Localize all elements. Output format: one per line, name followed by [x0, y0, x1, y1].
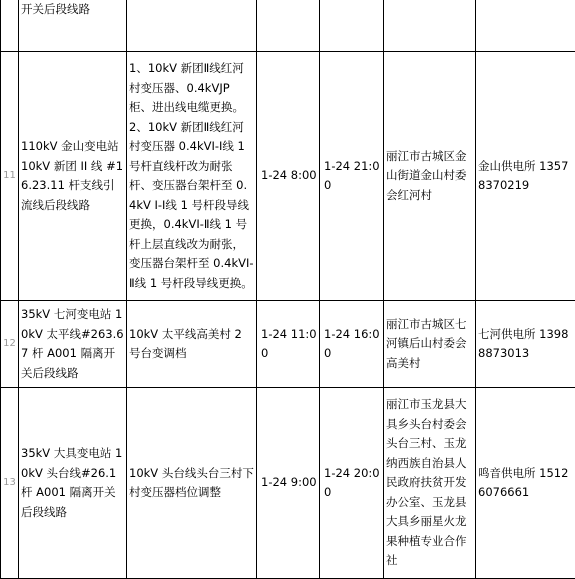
contact-cell: 金山供电所 13578370219: [476, 52, 575, 301]
start-time-cell: 1-24 11:00: [257, 301, 320, 388]
work-content-cell: [127, 0, 257, 52]
line-cell: 35kV 七河变电站 10kV 太平线#263.67 杆 A001 隔离开关后段线路: [19, 301, 127, 388]
table-row: [1, 0, 575, 52]
table-row: [1, 52, 575, 301]
start-time-cell: 1-24 9:00: [257, 388, 320, 579]
work-content-cell: 10kV 太平线高美村 2 号台变调档: [127, 301, 257, 388]
affected-area-cell: 丽江市玉龙县大具乡头台村委会头台三村、玉龙纳西族自治县人民政府扶贫开发办公室、玉龙县大具乡丽星火龙果种植专业合作社: [384, 388, 476, 579]
row-number: 13: [1, 388, 19, 579]
contact-cell: [476, 0, 575, 52]
end-time-cell: 1-24 21:00: [320, 52, 384, 301]
end-time-cell: 1-24 16:00: [320, 301, 384, 388]
contact-cell: 七河供电所 13988873013: [476, 301, 575, 388]
contact-cell: 鸣音供电所 15126076661: [476, 388, 575, 579]
affected-area-cell: [384, 0, 476, 52]
work-content-cell: 1、10kV 新团Ⅱ线红河村变压器、0.4kVJP 柜、进出线电缆更换。 2、10kV 新团Ⅱ线红河村变压器 0.4kVⅠ-Ⅰ线 1 号杆直线杆改为耐张杆、变压器台架杆至 0.4kV Ⅰ-Ⅰ线 1 号杆段导线更换，0.4kVⅠ-Ⅱ线 1 号杆上层直线改为耐张，变压器台架杆至 0.4kVⅠ-Ⅱ线 1 号杆段导线更换。: [127, 52, 257, 301]
end-time-cell: [320, 0, 384, 52]
start-time-cell: 1-24 8:00: [257, 52, 320, 301]
row-number: 11: [1, 52, 19, 301]
end-time-cell: 1-24 20:00: [320, 388, 384, 579]
table-row: [1, 388, 575, 579]
start-time-cell: [257, 0, 320, 52]
row-number: [1, 0, 19, 52]
work-content-cell: 10kV 头台线头台三村下村变压器档位调整: [127, 388, 257, 579]
affected-area-cell: 丽江市古城区金山街道金山村委会红河村: [384, 52, 476, 301]
affected-area-cell: 丽江市古城区七河镇后山村委会高美村: [384, 301, 476, 388]
table-row: [1, 301, 575, 388]
row-number: 12: [1, 301, 19, 388]
line-cell: 110kV 金山变电站 10kV 新团 II 线 #16.23.11 杆支线引流线后段线路: [19, 52, 127, 301]
line-cell: 开关后段线路: [19, 0, 127, 52]
line-cell: 35kV 大具变电站 10kV 头台线#26.1 杆 A001 隔离开关后段线路: [19, 388, 127, 579]
